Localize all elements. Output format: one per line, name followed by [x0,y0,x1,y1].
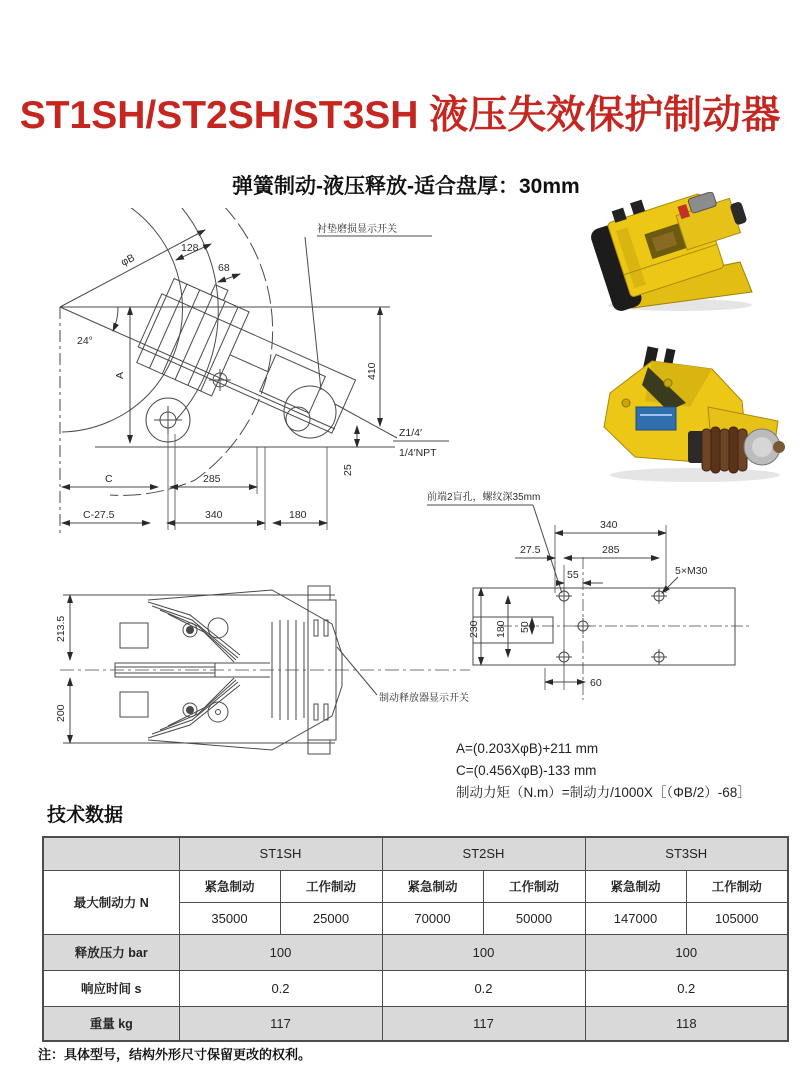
table-cell: 100 [585,934,788,970]
product-photo-bottom [590,345,790,485]
table-cell: 25000 [280,902,382,934]
dim-55: 55 [567,569,579,581]
table-cell: 35000 [179,902,280,934]
dim-180: 180 [289,509,307,521]
plan-view-drawing [40,570,480,770]
side-view-drawing [35,208,465,548]
dim-2135: 213.5 [55,615,67,642]
port-npt-label: 1/4′NPT [399,447,437,459]
table-cell: 100 [382,934,585,970]
table-header-st2sh: ST2SH [382,837,585,870]
dim-25: 25 [342,464,354,476]
formula-torque: 制动力矩（N.m）=制动力/1000X［（ΦB/2）-68］ [456,785,751,800]
dim-60: 60 [590,677,602,689]
side-view-dimension-lines [62,236,432,530]
table-subheader: 工作制动 [686,870,788,902]
table-row-weight [43,1006,788,1041]
dim-C: C [105,473,113,485]
spec-table [42,836,789,1042]
table-cell: 118 [585,1006,788,1041]
dim-50: 50 [519,621,531,633]
dim-180: 180 [495,620,507,638]
bolt-spec-label: 5×M30 [675,565,708,577]
section-heading: 技术数据 [47,805,124,826]
table-row-models [43,837,788,870]
dim-A: A [114,371,126,379]
mounting-holes [556,588,667,665]
table-cell: 100 [179,934,382,970]
footnote: 注：具体型号，结构外形尺寸保留更改的权利。 [38,1048,312,1063]
port-z14-label: Z1/4′ [399,427,422,439]
dim-340: 340 [205,509,223,521]
table-cell: 117 [179,1006,382,1041]
table-cell-label: 释放压力 bar [43,934,179,970]
formula-a: A=(0.203XφB)+211 mm [456,741,599,756]
formulas-block [456,738,751,804]
table-cell-max-force-label: 最大制动力 N [43,870,179,934]
table-cell: 0.2 [179,970,382,1006]
wear-switch-label: 衬垫磨损显示开关 [317,224,397,235]
table-cell: 50000 [483,902,585,934]
table-row-release-pressure [43,934,788,970]
table-cell-label: 响应时间 s [43,970,179,1006]
table-cell: 147000 [585,902,686,934]
dim-C275: C-27.5 [83,509,115,521]
blind-holes-label: 前端2盲孔，螺纹深35mm [427,492,541,503]
dim-275: 27.5 [520,544,541,556]
product-photo-top [590,192,770,317]
dim-200: 200 [55,704,67,722]
table-subheader: 工作制动 [483,870,585,902]
table-subheader: 紧急制动 [585,870,686,902]
page-subtitle: 弹簧制动-液压释放-适合盘厚：30mm [232,175,580,198]
release-switch-label: 制动释放器显示开关 [379,693,469,704]
table-header-st1sh: ST1SH [179,837,382,870]
dim-285: 285 [203,473,221,485]
table-subheader: 紧急制动 [179,870,280,902]
formula-c: C=(0.456XφB)-133 mm [456,763,597,778]
table-cell: 0.2 [585,970,788,1006]
photo2-bellows [702,427,747,473]
table-header-st3sh: ST3SH [585,837,788,870]
page-title: ST1SH/ST2SH/ST3SH 液压失效保护制动器 [19,94,781,137]
table-cell: 70000 [382,902,483,934]
dim-128: 128 [181,242,199,254]
plan-view-dimension-lines [60,595,470,743]
phi-b-label: φB [119,251,137,269]
dim-68: 68 [218,262,230,274]
dim-285: 285 [602,544,620,556]
table-row-subheaders [43,870,788,902]
table-row-response-time [43,970,788,1006]
table-cell: 105000 [686,902,788,934]
caliper-side-outline [95,266,449,447]
dim-230: 230 [468,620,480,638]
table-cell-label: 重量 kg [43,1006,179,1041]
table-cell: 0.2 [382,970,585,1006]
dim-24deg: 24° [77,335,93,347]
table-cell-empty [43,837,179,870]
table-subheader: 工作制动 [280,870,382,902]
table-cell: 117 [382,1006,585,1041]
dim-340: 340 [600,519,618,531]
table-subheader: 紧急制动 [382,870,483,902]
dim-410: 410 [366,362,378,380]
